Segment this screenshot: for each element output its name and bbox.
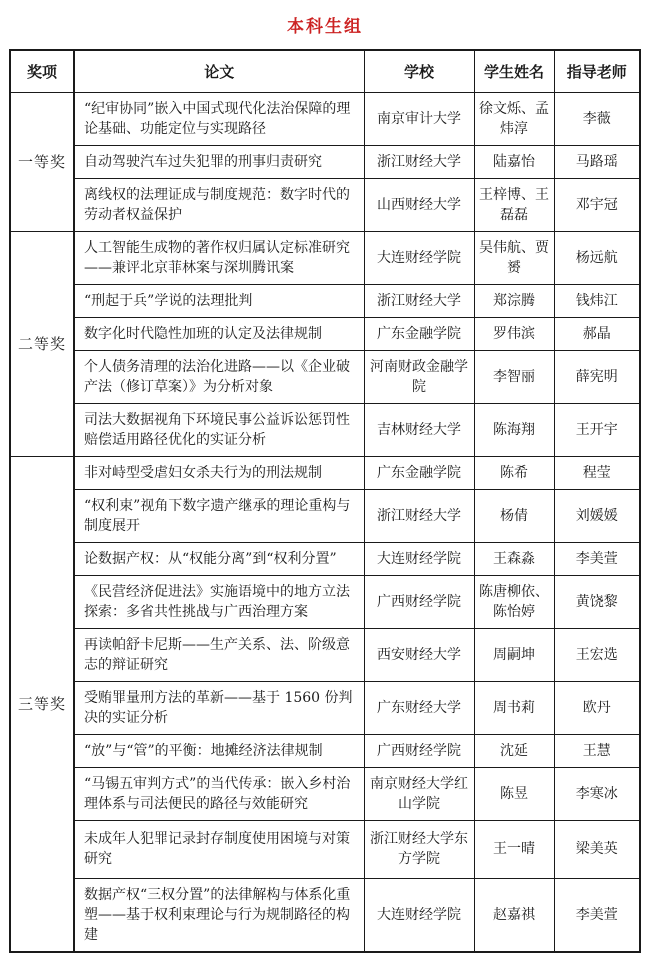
table-row (10, 231, 640, 284)
table-row (10, 820, 640, 878)
school-cell: 大连财经学院 (364, 542, 474, 575)
table-body (10, 92, 640, 952)
advisor-cell: 李寒冰 (554, 767, 640, 820)
table-row (10, 681, 640, 734)
table-row (10, 456, 640, 489)
school-cell: 广西财经学院 (364, 575, 474, 628)
advisor-cell: 郝晶 (554, 317, 640, 350)
paper-cell: 自动驾驶汽车过失犯罪的刑事归责研究 (74, 145, 364, 178)
awards-table (9, 49, 641, 953)
paper-cell: 受贿罪量刑方法的革新——基于 1560 份判决的实证分析 (74, 681, 364, 734)
paper-cell: “放”与“管”的平衡：地摊经济法律规制 (74, 734, 364, 767)
award-cell: 一等奖 (10, 92, 74, 231)
header-row (10, 50, 640, 92)
school-cell: 吉林财经大学 (364, 403, 474, 456)
table-row (10, 350, 640, 403)
table-row (10, 178, 640, 231)
paper-cell: 人工智能生成物的著作权归属认定标准研究——兼评北京菲林案与深圳腾讯案 (74, 231, 364, 284)
student-cell: 陈海翔 (474, 403, 554, 456)
student-cell: 杨倩 (474, 489, 554, 542)
table-row (10, 542, 640, 575)
advisor-cell: 黄饶黎 (554, 575, 640, 628)
paper-cell: 论数据产权：从“权能分离”到“权利分置” (74, 542, 364, 575)
advisor-cell: 钱炜江 (554, 284, 640, 317)
paper-cell: “刑起于兵”学说的法理批判 (74, 284, 364, 317)
advisor-cell: 李美萱 (554, 878, 640, 952)
advisor-cell: 王慧 (554, 734, 640, 767)
table-row (10, 403, 640, 456)
school-cell: 西安财经大学 (364, 628, 474, 681)
header-student: 学生姓名 (474, 50, 554, 92)
school-cell: 南京财经大学红山学院 (364, 767, 474, 820)
school-cell: 南京审计大学 (364, 92, 474, 145)
advisor-cell: 刘媛媛 (554, 489, 640, 542)
header-advisor: 指导老师 (554, 50, 640, 92)
student-cell: 王梓博、王磊磊 (474, 178, 554, 231)
table-row (10, 489, 640, 542)
student-cell: 陆嘉怡 (474, 145, 554, 178)
school-cell: 广东财经大学 (364, 681, 474, 734)
paper-cell: 再读帕舒卡尼斯——生产关系、法、阶级意志的辩证研究 (74, 628, 364, 681)
advisor-cell: 王开宇 (554, 403, 640, 456)
student-cell: 李智丽 (474, 350, 554, 403)
table-row (10, 575, 640, 628)
school-cell: 浙江财经大学 (364, 145, 474, 178)
table-row (10, 628, 640, 681)
student-cell: 罗伟滨 (474, 317, 554, 350)
header-school: 学校 (364, 50, 474, 92)
award-cell: 二等奖 (10, 231, 74, 456)
table-row (10, 878, 640, 952)
student-cell: 吴伟航、贾赟 (474, 231, 554, 284)
paper-cell: 个人债务清理的法治化进路——以《企业破产法（修订草案）》为分析对象 (74, 350, 364, 403)
paper-cell: 数据产权“三权分置”的法律解构与体系化重塑——基于权利束理论与行为规制路径的构建 (74, 878, 364, 952)
paper-cell: “纪审协同”嵌入中国式现代化法治保障的理论基础、功能定位与实现路径 (74, 92, 364, 145)
student-cell: 周嗣坤 (474, 628, 554, 681)
student-cell: 周书莉 (474, 681, 554, 734)
paper-cell: 离线权的法理证成与制度规范：数字时代的劳动者权益保护 (74, 178, 364, 231)
table-row (10, 734, 640, 767)
paper-cell: 司法大数据视角下环境民事公益诉讼惩罚性赔偿适用路径优化的实证分析 (74, 403, 364, 456)
advisor-cell: 梁美英 (554, 820, 640, 878)
student-cell: 赵嘉祺 (474, 878, 554, 952)
school-cell: 广东金融学院 (364, 456, 474, 489)
advisor-cell: 王宏选 (554, 628, 640, 681)
school-cell: 大连财经学院 (364, 231, 474, 284)
advisor-cell: 邓宇冠 (554, 178, 640, 231)
table-row (10, 284, 640, 317)
student-cell: 沈延 (474, 734, 554, 767)
advisor-cell: 杨远航 (554, 231, 640, 284)
school-cell: 河南财政金融学院 (364, 350, 474, 403)
school-cell: 大连财经学院 (364, 878, 474, 952)
advisor-cell: 欧丹 (554, 681, 640, 734)
paper-cell: 数字化时代隐性加班的认定及法律规制 (74, 317, 364, 350)
paper-cell: 非对峙型受虐妇女杀夫行为的刑法规制 (74, 456, 364, 489)
school-cell: 广东金融学院 (364, 317, 474, 350)
table-header (10, 50, 640, 92)
paper-cell: “权利束”视角下数字遗产继承的理论重构与制度展开 (74, 489, 364, 542)
advisor-cell: 程莹 (554, 456, 640, 489)
school-cell: 浙江财经大学东方学院 (364, 820, 474, 878)
header-award: 奖项 (10, 50, 74, 92)
advisor-cell: 李美萱 (554, 542, 640, 575)
table-row (10, 317, 640, 350)
school-cell: 浙江财经大学 (364, 489, 474, 542)
advisor-cell: 李薇 (554, 92, 640, 145)
paper-cell: “马锡五审判方式”的当代传承：嵌入乡村治理体系与司法便民的路径与效能研究 (74, 767, 364, 820)
student-cell: 陈昱 (474, 767, 554, 820)
school-cell: 浙江财经大学 (364, 284, 474, 317)
advisor-cell: 薛宪明 (554, 350, 640, 403)
student-cell: 陈唐柳依、陈怡婷 (474, 575, 554, 628)
advisor-cell: 马路瑶 (554, 145, 640, 178)
paper-cell: 《民营经济促进法》实施语境中的地方立法探索：多省共性挑战与广西治理方案 (74, 575, 364, 628)
award-cell: 三等奖 (10, 456, 74, 952)
page-title: 本科生组 (287, 17, 363, 37)
student-cell: 王一晴 (474, 820, 554, 878)
student-cell: 陈希 (474, 456, 554, 489)
table-row (10, 92, 640, 145)
student-cell: 郑淙腾 (474, 284, 554, 317)
student-cell: 王森淼 (474, 542, 554, 575)
student-cell: 徐文烁、孟炜淳 (474, 92, 554, 145)
table-row (10, 145, 640, 178)
header-paper: 论文 (74, 50, 364, 92)
paper-cell: 未成年人犯罪记录封存制度使用困境与对策研究 (74, 820, 364, 878)
school-cell: 山西财经大学 (364, 178, 474, 231)
table-row (10, 767, 640, 820)
school-cell: 广西财经学院 (364, 734, 474, 767)
